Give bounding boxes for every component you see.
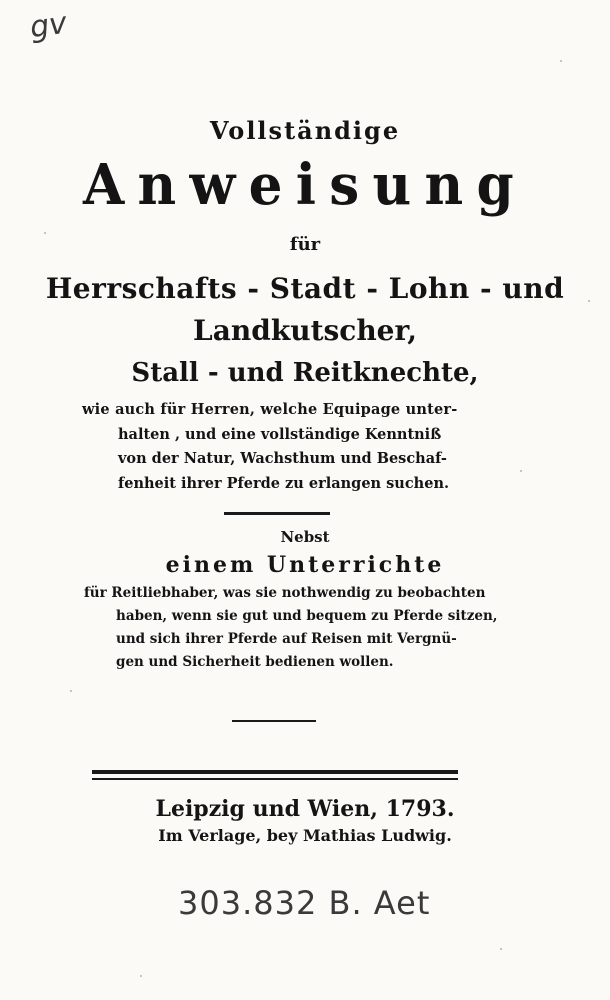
supplement-heading: einem Unterrichte <box>165 552 445 578</box>
title-line-fuer: für <box>289 234 321 255</box>
shelfmark-handwritten: 303.832 B. Aet <box>178 884 431 922</box>
divider-rule-thin <box>232 720 316 722</box>
title-line-herrschafts: Herrschafts - Stadt - Lohn - und <box>45 272 565 305</box>
title-line-vollstaendige: Vollständige <box>209 116 401 145</box>
paper-speck <box>44 232 46 234</box>
title-line-stall: Stall - und Reitknechte, <box>131 358 479 388</box>
double-rule-thick <box>92 770 458 774</box>
paper-speck <box>500 948 502 950</box>
paper-speck <box>70 690 72 692</box>
double-rule-thin <box>92 778 458 780</box>
supplement-block <box>84 582 544 674</box>
supplement-line: und sich ihrer Pferde auf Reisen mit Vergnü- <box>116 631 457 647</box>
supplement-line: gen und Sicherheit bedienen wollen. <box>116 654 394 670</box>
handwritten-mark: gv <box>27 5 70 46</box>
title-main-anweisung: Anweisung <box>82 152 528 218</box>
description-line: wie auch für Herren, welche Equipage unter- <box>82 401 458 418</box>
paper-speck <box>588 300 590 302</box>
paper-speck <box>560 60 562 62</box>
supplement-line: für Reitliebhaber, was sie nothwendig zu beobachten <box>84 585 486 601</box>
imprint-publisher: Im Verlage, bey Mathias Ludwig. <box>158 826 452 845</box>
imprint-place-year: Leipzig und Wien, 1793. <box>155 796 455 822</box>
divider-rule-short <box>224 512 330 515</box>
description-line: fenheit ihrer Pferde zu erlangen suchen. <box>118 474 450 492</box>
paper-speck <box>140 975 142 977</box>
title-line-landkutscher: Landkutscher, <box>193 314 417 347</box>
description-block <box>82 398 532 496</box>
supplement-line: haben, wenn sie gut und bequem zu Pferde sitzen, <box>116 608 498 624</box>
description-line: halten , und eine vollständige Kenntniß <box>118 425 442 443</box>
paper-speck <box>520 470 522 472</box>
supplement-nebst: Nebst <box>280 528 330 546</box>
description-line: von der Natur, Wachsthum und Beschaf- <box>118 450 447 467</box>
